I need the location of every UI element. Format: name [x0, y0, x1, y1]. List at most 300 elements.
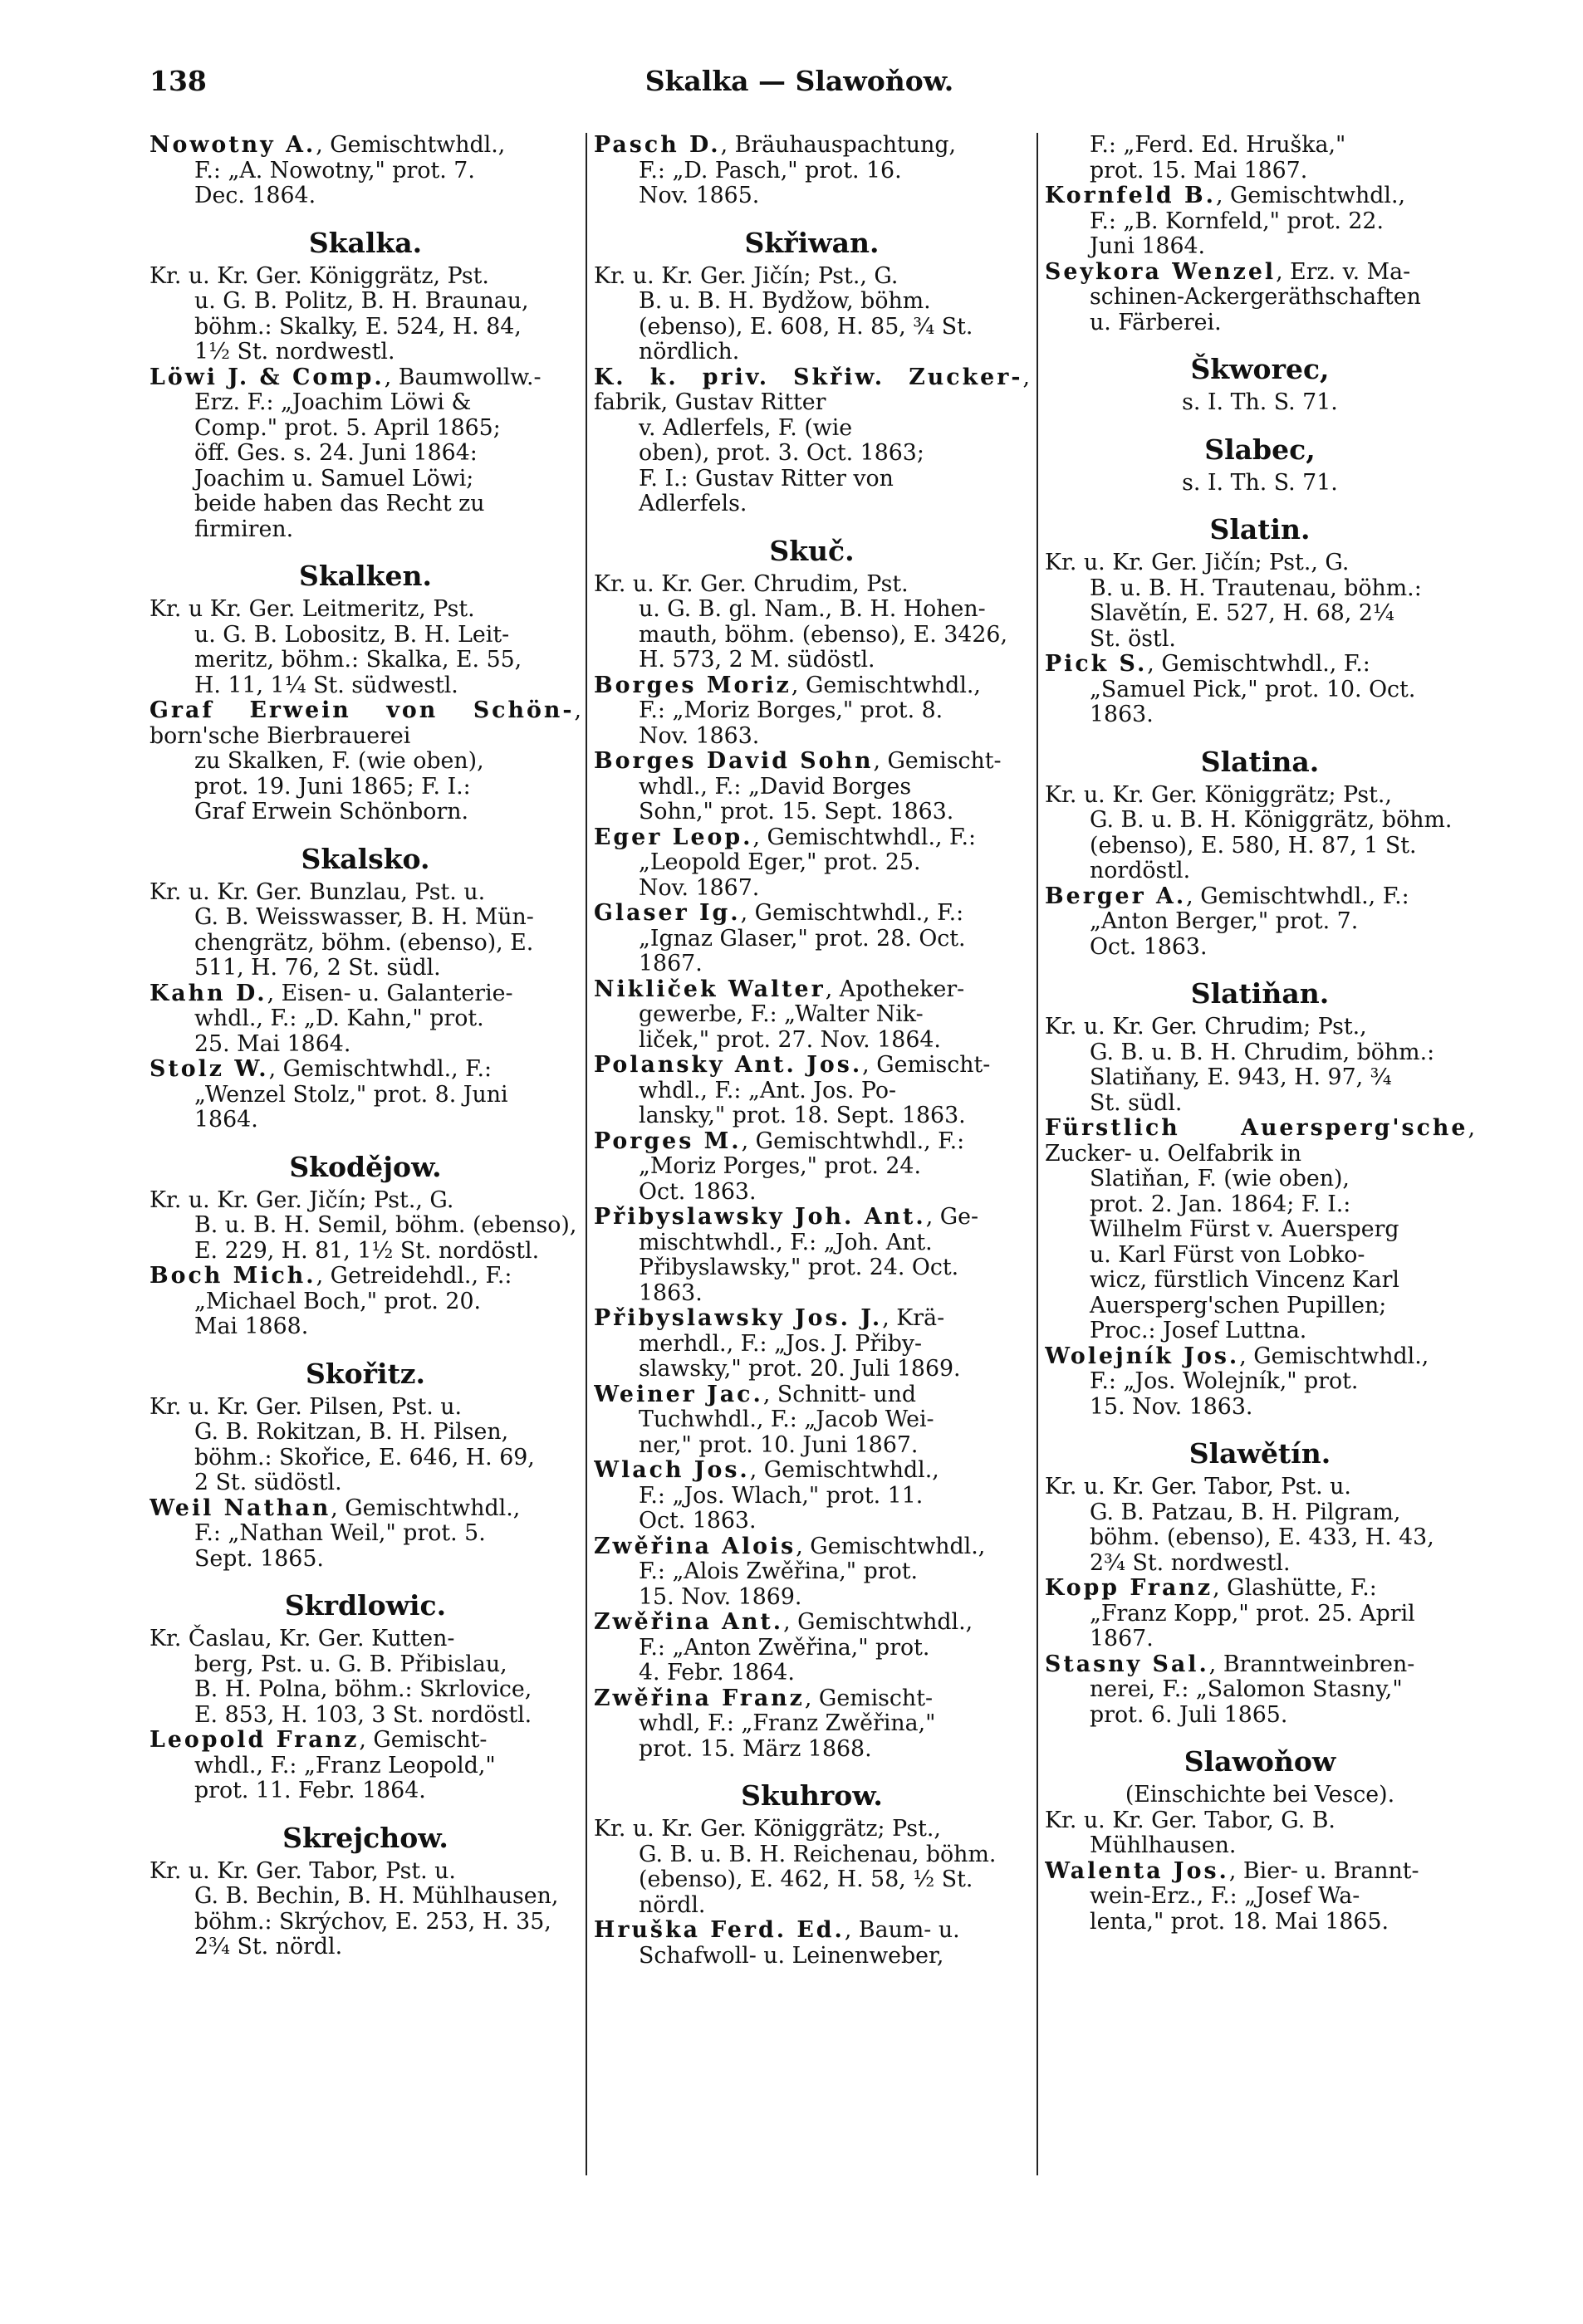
firm-name: K. k. priv. Skřiw. Zucker- [594, 364, 1023, 390]
text-line: Kr. u Kr. Ger. Leitmeritz, Pst. [149, 596, 475, 622]
text-line: Kr. u. Kr. Ger. Tabor, G. B. [1045, 1807, 1336, 1833]
entry-first-line [594, 365, 1030, 416]
entry-first-line [594, 1053, 1030, 1079]
firm-name: Kopp Franz [1045, 1575, 1213, 1601]
firm-entry [149, 1496, 581, 1573]
entry-line: ner," prot. 10. Juni 1867. [639, 1431, 919, 1458]
entry-first-line [594, 1610, 1030, 1636]
place-reference: s. I. Th. S. 71. [1182, 469, 1338, 496]
entry-text: , Erz. v. Ma- [1276, 258, 1411, 285]
firm-entry [594, 749, 1030, 825]
entry-line: „Leopold Eger," prot. 25. [639, 849, 921, 875]
entry-line: Oct. 1863. [639, 1508, 757, 1534]
firm-name: Porges M. [594, 1128, 742, 1154]
entry-line: „Michael Boch," prot. 20. [194, 1288, 482, 1314]
text-line: mauth, böhm. (ebenso), E. 3426, [639, 621, 1007, 648]
firm-name: Hruška Ferd. Ed. [594, 1917, 845, 1943]
place-description [1045, 1015, 1475, 1116]
firm-entry [1045, 1576, 1475, 1652]
firm-name: Weiner Jac. [594, 1381, 763, 1407]
entry-first-line [1045, 1576, 1475, 1602]
text-line: 2 St. südöstl. [194, 1470, 342, 1495]
entry-line: F.: „Anton Zwěřina," prot. [639, 1634, 930, 1661]
place-description [1045, 550, 1475, 652]
text-line: Kr. u. Kr. Ger. Jičín; Pst., G. [594, 262, 899, 289]
entry-text: , Schnitt- und [762, 1381, 917, 1407]
firm-name: Zwěřina Ant. [594, 1609, 784, 1635]
entry-text: , Gemischtwhdl., [749, 1457, 939, 1483]
entry-line: F.: „Jos. Wlach," prot. 11. [639, 1482, 924, 1509]
entry-line: liček," prot. 27. Nov. 1864. [639, 1026, 941, 1053]
firm-entry [1045, 183, 1475, 260]
text-line: 511, H. 76, 2 St. südl. [194, 955, 441, 981]
entry-text: , Bier- u. Brannt- [1228, 1857, 1419, 1884]
column-left [149, 133, 581, 2184]
text-line: Kr. u. Kr. Ger. Königgrätz; Pst., [1045, 781, 1392, 808]
text-line: 2¾ St. nordwestl. [1090, 1549, 1291, 1576]
entry-first-line [594, 673, 1030, 699]
entry-first-line [594, 1205, 1030, 1230]
entry-text: , Baumwollw.- [384, 364, 542, 390]
firm-name: Seykora Wenzel [1045, 258, 1277, 285]
place-description [149, 1188, 581, 1265]
text-line: G. B. Weisswasser, B. H. Mün- [194, 904, 534, 930]
place-heading: Skalsko. [301, 842, 430, 875]
place-heading: Slabec, [1204, 433, 1316, 466]
entry-text: , fabrik, Gustav Ritter [594, 364, 1030, 415]
firm-name: Boch Mich. [149, 1263, 316, 1289]
firm-name: Eger Leop. [594, 824, 753, 850]
text-line: prot. 15. Mai 1867. [1090, 157, 1308, 183]
text-line: Kr. Časlau, Kr. Ger. Kutten- [149, 1626, 455, 1651]
firm-entry [594, 1458, 1030, 1534]
entry-first-line [594, 1918, 1030, 1944]
text-line: H. 573, 2 M. südöstl. [639, 647, 875, 673]
entry-first-line [1045, 1344, 1475, 1370]
firm-entry [1045, 260, 1475, 336]
place-description [1045, 133, 1475, 183]
firm-entry [149, 1057, 581, 1133]
firm-entry [594, 1306, 1030, 1382]
entry-first-line [594, 901, 1030, 927]
firm-name: Pick S. [1045, 651, 1148, 677]
entry-first-line [149, 1728, 581, 1754]
firm-name: Nowotny A. [149, 133, 316, 158]
firm-entry [594, 1534, 1030, 1611]
entry-text: , Gemischt- [862, 1052, 991, 1078]
firm-name: Zwěřina Alois [594, 1533, 796, 1559]
entry-first-line [1045, 183, 1475, 209]
place-description [149, 1859, 581, 1960]
entry-first-line [1045, 1859, 1475, 1885]
entry-line: Juni 1864. [1090, 233, 1206, 259]
place-heading: Skalken. [299, 560, 432, 592]
entry-line: Tuchwhdl., F.: „Jacob Wei- [639, 1407, 934, 1432]
entry-line: Schafwoll- u. Leinenweber, [639, 1942, 944, 1969]
entry-line: whdl., F.: „D. Kahn," prot. [194, 1005, 484, 1031]
firm-entry [1045, 1344, 1475, 1421]
firm-name: Borges Moriz [594, 672, 792, 698]
firm-entry [149, 981, 581, 1058]
entry-text: , Gemischtwhdl., F.: [1147, 651, 1370, 677]
text-line: chengrätz, böhm. (ebenso), E. [194, 929, 534, 956]
firm-name: Berger A. [1045, 883, 1187, 909]
place-heading: Slatina. [1200, 745, 1320, 778]
entry-line: F. I.: Gustav Ritter von [639, 465, 894, 492]
firm-entry [594, 1205, 1030, 1306]
firm-name: Nikliček Walter [594, 976, 826, 1002]
entry-line: prot. 11. Febr. 1864. [194, 1778, 426, 1803]
entry-line: Comp." prot. 5. April 1865; [194, 414, 501, 441]
firm-entry [1045, 884, 1475, 961]
firm-name: Zwěřina Franz [594, 1685, 805, 1711]
entry-line: Mai 1868. [194, 1314, 309, 1339]
text-line: H. 11, 1¼ St. südwestl. [194, 672, 458, 698]
text-line: böhm.: Skrýchov, E. 253, H. 35, [194, 1908, 551, 1935]
firm-entry [149, 365, 581, 543]
entry-line: Oct. 1863. [639, 1178, 757, 1205]
text-line: Kr. u. Kr. Ger. Bunzlau, Pst. u. [149, 878, 486, 905]
entry-text: , Branntweinbren- [1208, 1651, 1415, 1677]
text-line: Kr. u. Kr. Ger. Jičín; Pst., G. [1045, 550, 1350, 575]
entry-line: schinen-Ackergeräthschaften [1090, 284, 1421, 310]
text-line: Slatiňany, E. 943, H. 97, ¾ [1090, 1064, 1392, 1090]
text-line: G. B. u. B. H. Reichenau, böhm. [639, 1841, 997, 1867]
firm-entry [594, 1382, 1030, 1459]
place-heading: Škworec, [1190, 353, 1330, 385]
entry-line: 1867. [1090, 1626, 1154, 1651]
entry-first-line [594, 1686, 1030, 1712]
place-description [594, 264, 1030, 365]
place-heading: Slawětín. [1188, 1437, 1331, 1470]
firm-name: Borges David Sohn [594, 748, 874, 774]
text-line: Mühlhausen. [1090, 1832, 1237, 1858]
text-line: Kr. u. Kr. Ger. Königgrätz; Pst., [594, 1816, 941, 1842]
entry-line: 15. Nov. 1869. [639, 1583, 802, 1610]
entry-line: u. Karl Fürst von Lobko- [1090, 1241, 1365, 1268]
firm-entry [594, 365, 1030, 517]
place-reference: s. I. Th. S. 71. [1182, 389, 1338, 415]
entry-first-line [1045, 260, 1475, 286]
entry-line: nerei, F.: „Salomon Stasny," [1090, 1676, 1403, 1702]
text-line: böhm.: Skořice, E. 646, H. 69, [194, 1444, 535, 1470]
entry-line: öff. Ges. s. 24. Juni 1864: [194, 440, 478, 466]
entry-line: lansky," prot. 18. Sept. 1863. [639, 1103, 966, 1128]
entry-line: whdl., F.: „David Borges [639, 773, 912, 800]
text-line: (ebenso), E. 608, H. 85, ¾ St. [639, 313, 973, 340]
entry-text: , Bräuhauspachtung, [720, 133, 956, 158]
entry-line: „Samuel Pick," prot. 10. Oct. [1090, 676, 1416, 702]
entry-line: Proc.: Josef Luttna. [1090, 1318, 1307, 1343]
entry-first-line [1045, 1116, 1475, 1167]
firm-entry [594, 1610, 1030, 1686]
entry-line: zu Skalken, F. (wie oben), [194, 748, 484, 774]
entry-first-line [594, 977, 1030, 1003]
firm-entry [594, 1129, 1030, 1206]
entry-first-line [149, 981, 581, 1007]
entry-first-line [594, 1382, 1030, 1408]
place-heading: Skořitz. [305, 1357, 426, 1390]
text-line: E. 229, H. 81, 1½ St. nordöstl. [194, 1237, 540, 1264]
firm-entry [1045, 1116, 1475, 1344]
entry-first-line [594, 1129, 1030, 1155]
entry-line: Graf Erwein Schönborn. [194, 799, 469, 824]
entry-text: , Gemischtwhdl., [331, 1495, 521, 1521]
entry-line: F.: „Alois Zwěřina," prot. [639, 1558, 919, 1584]
firm-name: Wlach Jos. [594, 1457, 750, 1483]
place-heading: Slatiňan. [1190, 977, 1330, 1010]
entry-line: Adlerfels. [639, 491, 747, 516]
entry-text: , Getreidehdl., F.: [316, 1263, 512, 1289]
entry-text: , Apotheker- [825, 976, 965, 1002]
entry-line: Wilhelm Fürst v. Auersperg [1090, 1216, 1399, 1242]
place-heading: Skřiwan. [744, 226, 880, 259]
text-line: 2¾ St. nördl. [194, 1934, 343, 1959]
entry-line: 1863. [639, 1279, 703, 1306]
text-line: Kr. u. Kr. Ger. Jičín; Pst., G. [149, 1186, 454, 1213]
place-description [149, 880, 581, 981]
entry-line: wein-Erz., F.: „Josef Wa- [1090, 1883, 1360, 1909]
place-reference: (Einschichte bei Vesce). [1125, 1782, 1395, 1808]
entry-line: F.: „B. Kornfeld," prot. 22. [1090, 208, 1384, 234]
entry-line: Nov. 1867. [639, 874, 760, 901]
entry-text: , Eisen- u. Galanterie- [267, 980, 513, 1006]
entry-line: oben), prot. 3. Oct. 1863; [639, 440, 924, 466]
text-line: (ebenso), E. 580, H. 87, 1 St. [1090, 832, 1417, 859]
entry-line: F.: „A. Nowotny," prot. 7. [194, 157, 475, 183]
entry-text: , Gemischtwhdl., F.: [268, 1056, 493, 1082]
entry-line: whdl., F.: „Ant. Jos. Po- [639, 1077, 897, 1103]
text-line: u. G. B. Lobositz, B. H. Leit- [194, 621, 510, 648]
entry-line: F.: „Moriz Borges," prot. 8. [639, 697, 943, 723]
entry-first-line [149, 1496, 581, 1522]
place-heading: Skrdlowic. [284, 1589, 447, 1622]
entry-line: „Franz Kopp," prot. 25. April [1090, 1600, 1415, 1627]
place-description [149, 1627, 581, 1728]
entry-line: prot. 2. Jan. 1864; F. I.: [1090, 1191, 1351, 1217]
firm-name: Graf Erwein von Schön- [149, 697, 575, 723]
entry-first-line [149, 1057, 581, 1083]
entry-line: F.: „D. Pasch," prot. 16. [639, 157, 902, 183]
entry-line: Sohn," prot. 15. Sept. 1863. [639, 799, 954, 824]
entry-line: „Moriz Porges," prot. 24. [639, 1153, 921, 1179]
text-line: Kr. u. Kr. Ger. Pilsen, Pst. u. [149, 1393, 463, 1420]
place-description [149, 264, 581, 365]
text-line: Kr. u. Kr. Ger. Chrudim, Pst. [594, 570, 909, 597]
firm-entry [149, 1264, 581, 1340]
entry-text: , Gemischtwhdl., F.: [740, 900, 964, 926]
entry-text: , Gemischtwhdl., [791, 672, 981, 698]
text-line: Slavětín, E. 527, H. 68, 2¼ [1090, 600, 1394, 626]
text-line: Kr. u. Kr. Ger. Königgrätz, Pst. [149, 262, 489, 289]
text-line: u. G. B. gl. Nam., B. H. Hohen- [639, 596, 986, 622]
place-description [594, 572, 1030, 673]
entry-text: , born'sche Bierbrauerei [149, 697, 581, 749]
text-line: 1½ St. nordwestl. [194, 339, 395, 365]
entry-first-line [149, 1264, 581, 1289]
entry-first-line [1045, 884, 1475, 910]
entry-line: Slatiňan, F. (wie oben), [1090, 1166, 1350, 1191]
text-line: Kr. u. Kr. Ger. Tabor, Pst. u. [149, 1857, 456, 1884]
entry-text: , Gemischtwhdl., F.: [1186, 883, 1409, 909]
text-line: u. G. B. Politz, B. H. Braunau, [194, 288, 529, 314]
text-line: F.: „Ferd. Ed. Hruška," [1090, 133, 1346, 158]
place-description [594, 1817, 1030, 1918]
entry-text: , Ge- [925, 1204, 979, 1230]
place-heading: Slawoňow [1184, 1745, 1336, 1778]
page-number: 138 [149, 65, 207, 97]
entry-line: „Ignaz Glaser," prot. 28. Oct. [639, 925, 966, 952]
firm-name: Stolz W. [149, 1056, 269, 1082]
entry-line: Erz. F.: „Joachim Löwi & [194, 389, 472, 415]
page-header [149, 65, 1449, 115]
text-line: G. B. Rokitzan, B. H. Pilsen, [194, 1419, 509, 1445]
text-line: B. u. B. H. Semil, böhm. (ebenso), [194, 1212, 577, 1238]
text-line: nordöstl. [1090, 858, 1191, 883]
place-heading: Skalka. [308, 226, 423, 259]
column-rule [1037, 133, 1038, 2175]
entry-text: , Gemischt- [873, 748, 1002, 774]
running-title: Skalka — Slawoňow. [644, 65, 954, 97]
entry-line: „Wenzel Stolz," prot. 8. Juni [194, 1081, 508, 1108]
entry-text: , Gemischtwhdl., [316, 133, 506, 158]
entry-line: mischtwhdl., F.: „Joh. Ant. [639, 1229, 933, 1255]
firm-name: Přibyslawsky Joh. Ant. [594, 1204, 926, 1230]
entry-first-line [149, 133, 581, 159]
entry-line: slawsky," prot. 20. Juli 1869. [639, 1356, 961, 1382]
entry-first-line [149, 698, 581, 749]
firm-name: Glaser Ig. [594, 900, 741, 926]
place-heading: Skrejchow. [282, 1821, 448, 1854]
entry-text: , Glashütte, F.: [1213, 1575, 1377, 1601]
entry-text: , Baum- u. [844, 1917, 960, 1943]
text-line: böhm. (ebenso), E. 433, H. 43, [1090, 1524, 1434, 1550]
text-line: E. 853, H. 103, 3 St. nordöstl. [194, 1701, 532, 1728]
entry-line: firmiren. [194, 516, 294, 542]
entry-text: , Gemischtwhdl., [783, 1609, 973, 1635]
entry-text: , Gemischtwhdl., F.: [752, 824, 977, 850]
entry-first-line [149, 365, 581, 391]
entry-first-line [594, 1306, 1030, 1332]
firm-entry [1045, 1652, 1475, 1729]
entry-line: whdl, F.: „Franz Zwěřina," [639, 1710, 936, 1736]
text-line: nördl. [639, 1891, 706, 1918]
firm-entry [594, 1053, 1030, 1129]
firm-name: Wolejník Jos. [1045, 1343, 1240, 1369]
firm-entry [594, 901, 1030, 977]
text-line: B. u. B. H. Trautenau, böhm.: [1090, 575, 1422, 601]
entry-line: 1867. [639, 951, 703, 976]
text-line: meritz, böhm.: Skalka, E. 55, [194, 647, 522, 673]
entry-text: , Gemischtwhdl., F.: [741, 1128, 965, 1154]
firm-name: Weil Nathan [149, 1495, 331, 1521]
entry-line: Auersperg'schen Pupillen; [1090, 1292, 1387, 1319]
text-line: berg, Pst. u. G. B. Přibislau, [194, 1651, 507, 1677]
entry-text: , Gemischtwhdl., [1215, 183, 1406, 208]
text-line: böhm.: Skalky, E. 524, H. 84, [194, 313, 522, 340]
firm-entry [1045, 1859, 1475, 1935]
firm-entry [149, 698, 581, 825]
firm-entry [594, 133, 1030, 209]
entry-line: Nov. 1865. [639, 183, 760, 208]
text-line: G. B. u. B. H. Königgrätz, böhm. [1090, 807, 1453, 833]
firm-entry [594, 673, 1030, 750]
entry-line: prot. 6. Juli 1865. [1090, 1701, 1288, 1728]
column-rule [586, 133, 587, 2175]
text-line: St. östl. [1090, 625, 1176, 652]
column-right [1045, 133, 1475, 2184]
firm-name: Stasny Sal. [1045, 1651, 1209, 1677]
firm-name: Kahn D. [149, 980, 267, 1006]
text-line: St. südl. [1090, 1089, 1183, 1116]
text-line: nördlich. [639, 339, 740, 365]
entry-line: 1864. [194, 1107, 258, 1133]
entry-line: F.: „Nathan Weil," prot. 5. [194, 1520, 486, 1546]
entry-line: whdl., F.: „Franz Leopold," [194, 1752, 496, 1778]
text-line: G. B. Bechin, B. H. Mühlhausen, [194, 1883, 559, 1909]
entry-text: , Krä- [882, 1305, 945, 1331]
entry-text: , Zucker- u. Oelfabrik in [1045, 1115, 1475, 1167]
place-description [1045, 1808, 1475, 1859]
entry-line: „Anton Berger," prot. 7. [1090, 908, 1359, 934]
text-line: Kr. u. Kr. Ger. Chrudim; Pst., [1045, 1014, 1367, 1040]
entry-line: merhdl., F.: „Jos. J. Přiby- [639, 1330, 923, 1357]
place-heading: Skuhrow. [741, 1779, 883, 1812]
text-line: G. B. Patzau, B. H. Pilgram, [1090, 1499, 1401, 1525]
firm-entry [594, 1918, 1030, 1969]
firm-name: Leopold Franz [149, 1727, 360, 1753]
entry-line: Nov. 1863. [639, 722, 760, 749]
entry-line: Oct. 1863. [1090, 933, 1208, 960]
firm-entry [594, 825, 1030, 902]
entry-line: Sept. 1865. [194, 1545, 324, 1572]
text-line: Kr. u. Kr. Ger. Tabor, Pst. u. [1045, 1474, 1351, 1500]
firm-name: Fürstlich Auersperg'sche [1045, 1115, 1468, 1141]
entry-line: 25. Mai 1864. [194, 1030, 351, 1057]
entry-line: F.: „Jos. Wolejník," prot. [1090, 1368, 1359, 1394]
entry-line: beide haben das Recht zu [194, 491, 485, 516]
firm-entry [1045, 652, 1475, 728]
text-line: B. u. B. H. Bydžow, böhm. [639, 288, 931, 314]
place-heading: Slatin. [1209, 513, 1311, 546]
entry-line: v. Adlerfels, F. (wie [639, 414, 853, 441]
entry-line: wicz, fürstlich Vincenz Karl [1090, 1267, 1399, 1293]
entry-first-line [1045, 1652, 1475, 1678]
place-description [149, 597, 581, 698]
entry-line: prot. 19. Juni 1865; F. I.: [194, 773, 471, 800]
place-description [1045, 1475, 1475, 1576]
place-description [149, 1395, 581, 1496]
entry-text: , Gemischt- [359, 1727, 488, 1753]
entry-first-line [594, 1458, 1030, 1484]
firm-name: Kornfeld B. [1045, 183, 1216, 208]
firm-entry [594, 1686, 1030, 1763]
text-line: (ebenso), E. 462, H. 58, ½ St. [639, 1867, 973, 1892]
text-line: G. B. u. B. H. Chrudim, böhm.: [1090, 1039, 1435, 1065]
entry-first-line [594, 825, 1030, 851]
firm-entry [149, 1728, 581, 1804]
text-line: B. H. Polna, böhm.: Skrlovice, [194, 1676, 532, 1702]
entry-first-line [1045, 652, 1475, 678]
entry-text: , Gemischt- [804, 1685, 934, 1711]
entry-line: 15. Nov. 1863. [1090, 1393, 1253, 1420]
entry-text: , Gemischtwhdl., [796, 1533, 986, 1559]
column-middle [594, 133, 1030, 2184]
entry-line: Přibyslawsky," prot. 24. Oct. [639, 1255, 959, 1280]
firm-name: Přibyslawsky Jos. J. [594, 1305, 883, 1331]
entry-first-line [594, 133, 1030, 159]
firm-entry [149, 133, 581, 209]
